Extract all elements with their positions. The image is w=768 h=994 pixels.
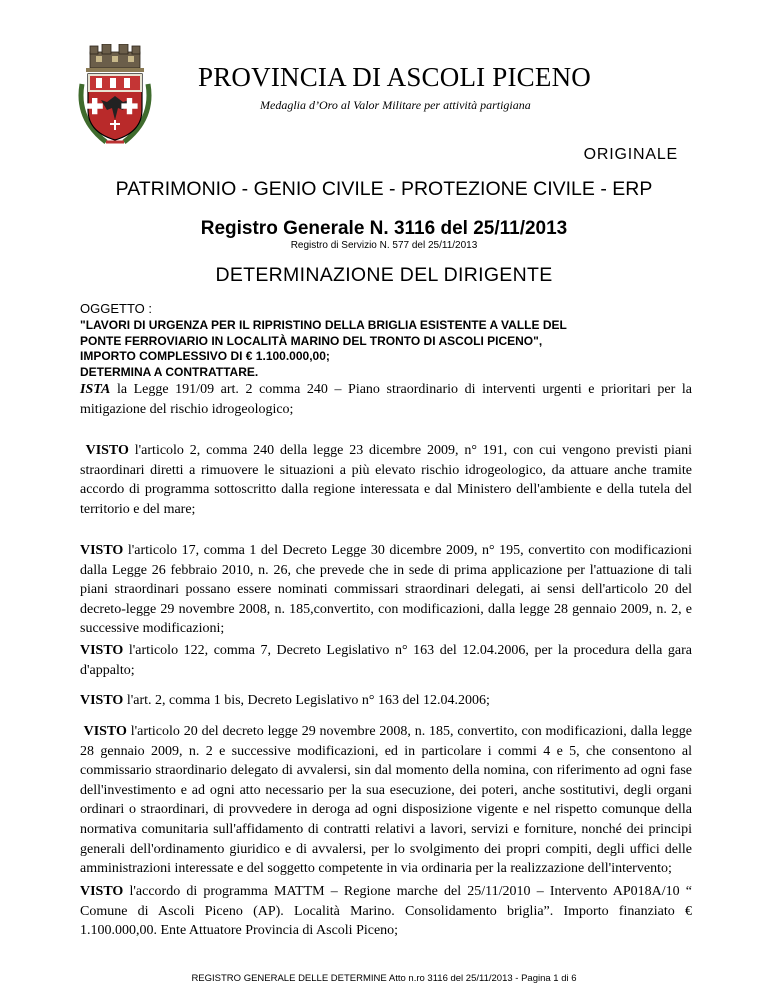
subject-label: OGGETTO : — [80, 301, 152, 316]
paragraph-lead: VISTO — [80, 643, 124, 658]
subject-text — [80, 318, 700, 380]
province-coat-of-arms-icon — [76, 44, 154, 146]
department-title: PATRIMONIO - GENIO CIVILE - PROTEZIONE CIVILE - ERP — [115, 178, 653, 200]
paragraph-visto — [80, 641, 692, 680]
paragraph-visto — [80, 722, 692, 879]
paragraph-lead: VISTO — [80, 724, 127, 739]
paragraph-text: l'articolo 17, comma 1 del Decreto Legge 30 dicembre 2009, n° 195, convertito con modificazioni dalla Legge 26 febbraio 2010, n. 26, che prevede che in sede di prima applicazione per l'attuazione di tali piani straordinari possano essere nominati commissari straordinari delegati, ai sensi dell'articolo 20 del decreto-legge 29 novembre 2008, n. 185,convertito, con modificazioni, dalla legge 28 gennaio 2009, n. 2, e successive modificazioni; — [80, 543, 692, 637]
province-title: PROVINCIA DI ASCOLI PICENO — [198, 62, 591, 92]
subject-line: IMPORTO COMPLESSIVO DI € 1.100.000,00; — [80, 349, 330, 363]
document-title: DETERMINAZIONE DEL DIRIGENTE — [215, 264, 553, 286]
paragraph-text: l'accordo di programma MATTM – Regione marche del 25/11/2010 – Intervento AP018A/10 “ Comune di Ascoli Piceno (AP). Località Marino. Consolidamento briglia”. Importo finanziato € 1.100.000,00. Ente Attuatore Provincia di Ascoli Piceno; — [80, 884, 692, 939]
subject-line: "LAVORI DI URGENZA PER IL RIPRISTINO DELLA BRIGLIA ESISTENTE A VALLE DEL — [80, 318, 567, 332]
copy-label: ORIGINALE — [583, 146, 678, 163]
subject-line: DETERMINA A CONTRATTARE. — [80, 364, 259, 379]
general-registry: Registro Generale N. 3116 del 25/11/2013 — [200, 218, 568, 239]
paragraph-lead: ISTA — [80, 382, 111, 397]
paragraph-text: l'articolo 122, comma 7, Decreto Legislativo n° 163 del 12.04.2006, per la procedura della gara d'appalto; — [80, 643, 692, 678]
province-subtitle: Medaglia d’Oro al Valor Militare per attività partigiana — [260, 98, 531, 112]
paragraph-visto — [80, 541, 692, 639]
paragraph-visto — [80, 691, 692, 711]
paragraph-visto — [80, 882, 692, 941]
paragraph-lead: VISTO — [80, 443, 129, 458]
paragraph-visto — [80, 441, 692, 519]
paragraph-text: l'articolo 2, comma 240 della legge 23 dicembre 2009, n° 191, con cui vengono previsti piani straordinari diretti a rimuovere le situazioni a più elevato rischio idrogeologico, da attuare anche tramite accordo di programma sottoscritto dalla regione interessata e dal Ministero dell'ambiente e della tutela del territorio e del mare; — [80, 443, 692, 517]
paragraph-text: la Legge 191/09 art. 2 comma 240 – Piano straordinario di interventi urgenti e prioritari per la mitigazione del rischio idrogeologico; — [80, 382, 692, 417]
paragraph-text: l'art. 2, comma 1 bis, Decreto Legislativo n° 163 del 12.04.2006; — [123, 693, 490, 708]
paragraph-ista — [80, 380, 692, 419]
paragraph-lead: VISTO — [80, 884, 124, 899]
subject-line: PONTE FERROVIARIO IN LOCALITÀ MARINO DEL TRONTO DI ASCOLI PICENO", — [80, 333, 543, 348]
page-footer: REGISTRO GENERALE DELLE DETERMINE Atto n.ro 3116 del 25/11/2013 - Pagina 1 di 6 — [191, 973, 577, 984]
paragraph-lead: VISTO — [80, 693, 124, 708]
paragraph-lead: VISTO — [80, 543, 124, 558]
paragraph-text: l'articolo 20 del decreto legge 29 novembre 2008, n. 185, convertito, con modificazioni, dalla legge 28 gennaio 2009, n. 2 e successive modificazioni, ed in particolare i commi 4 e 5, che consentono al commissario straordinario delegato di avvalersi, sin dal momento della nomina, con riferimento ad ogni fase dell'investimento e ad ogni atto necessario per la sua esecuzione, dei poteri, anche sostitutivi, degli organi ordinari o straordinari, di provvedere in deroga ad ogni disposizione vigente e nel rispetto comunque della normativa comunitaria sull'affidamento di contratti relativi a lavori, servizi e forniture, nonché dei principi generali dell'ordinamento giuridico e di avvalersi, per lo svolgimento dei propri compiti, degli uffici delle amministrazioni interessate e del soggetto competente in via ordinaria per la realizzazione dell'intervento; — [80, 724, 692, 877]
service-registry: Registro di Servizio N. 577 del 25/11/2013 — [290, 240, 478, 251]
